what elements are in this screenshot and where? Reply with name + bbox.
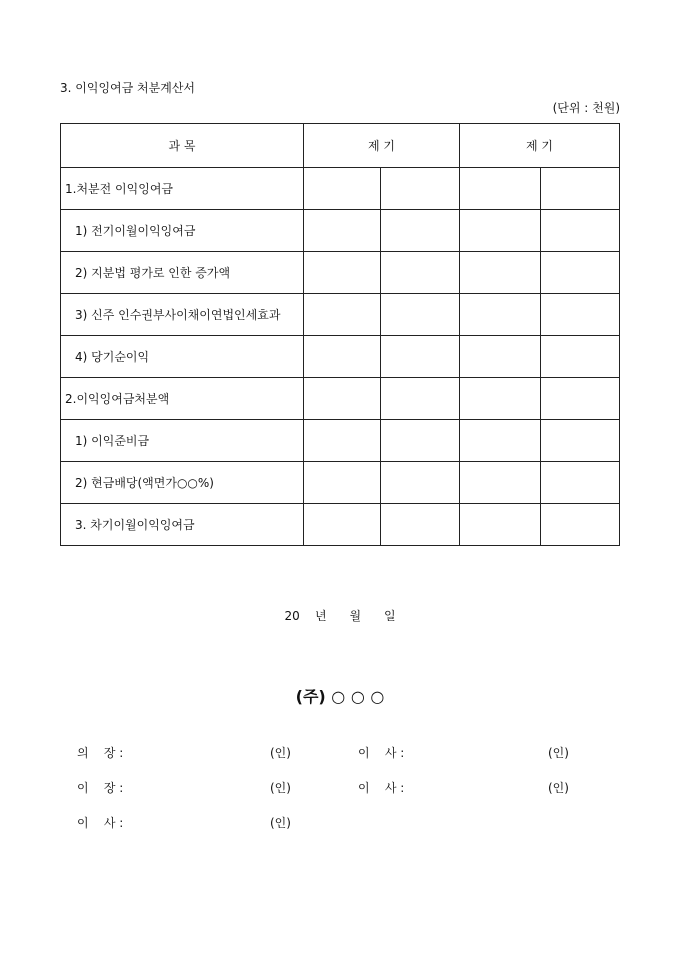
value-cell[interactable] <box>304 504 381 546</box>
retained-earnings-table <box>60 123 620 546</box>
value-cell[interactable] <box>541 420 620 462</box>
value-cell[interactable] <box>381 252 460 294</box>
value-cell[interactable] <box>304 168 381 210</box>
value-cell[interactable] <box>460 210 541 252</box>
row-label: 2) 현금배당(액면가○○%) <box>61 462 304 504</box>
table-row <box>61 294 620 336</box>
table-row <box>61 210 620 252</box>
value-cell[interactable] <box>381 168 460 210</box>
signature-seal: (인) <box>548 746 569 760</box>
header-account: 과 목 <box>61 124 304 168</box>
value-cell[interactable] <box>541 504 620 546</box>
row-label: 4) 당기순이익 <box>61 336 304 378</box>
signature-seal: (인) <box>270 816 291 830</box>
row-label: 1.처분전 이익잉여금 <box>61 168 304 210</box>
value-cell[interactable] <box>304 336 381 378</box>
date-line: 20 년 월 일 <box>284 609 396 623</box>
value-cell[interactable] <box>460 294 541 336</box>
value-cell[interactable] <box>304 210 381 252</box>
signature-seal: (인) <box>548 781 569 795</box>
value-cell[interactable] <box>460 378 541 420</box>
value-cell[interactable] <box>460 504 541 546</box>
value-cell[interactable] <box>381 378 460 420</box>
value-cell[interactable] <box>381 420 460 462</box>
row-label: 1) 전기이월이익잉여금 <box>61 210 304 252</box>
value-cell[interactable] <box>381 504 460 546</box>
value-cell[interactable] <box>541 294 620 336</box>
value-cell[interactable] <box>460 336 541 378</box>
table-header-row <box>61 124 620 168</box>
signature-role: 의 장 : <box>77 746 124 760</box>
value-cell[interactable] <box>460 168 541 210</box>
value-cell[interactable] <box>304 462 381 504</box>
header-period-prior: 제 기 <box>460 124 620 168</box>
value-cell[interactable] <box>460 252 541 294</box>
value-cell[interactable] <box>304 252 381 294</box>
company-name: (주) ○ ○ ○ <box>295 687 385 706</box>
value-cell[interactable] <box>460 462 541 504</box>
unit-label: (단위 : 천원) <box>552 101 620 115</box>
signature-seal: (인) <box>270 781 291 795</box>
signature-role: 이 사 : <box>358 746 405 760</box>
value-cell[interactable] <box>304 378 381 420</box>
value-cell[interactable] <box>381 336 460 378</box>
row-label: 2.이익잉여금처분액 <box>61 378 304 420</box>
value-cell[interactable] <box>381 210 460 252</box>
value-cell[interactable] <box>304 420 381 462</box>
value-cell[interactable] <box>541 210 620 252</box>
table-row <box>61 462 620 504</box>
row-label: 3) 신주 인수권부사이채이연법인세효과 <box>61 294 304 336</box>
table-row <box>61 252 620 294</box>
value-cell[interactable] <box>541 462 620 504</box>
value-cell[interactable] <box>460 420 541 462</box>
signature-role: 이 장 : <box>77 781 124 795</box>
row-label: 3. 차기이월이익잉여금 <box>61 504 304 546</box>
value-cell[interactable] <box>304 294 381 336</box>
table-row <box>61 168 620 210</box>
value-cell[interactable] <box>541 378 620 420</box>
row-label: 1) 이익준비금 <box>61 420 304 462</box>
value-cell[interactable] <box>381 462 460 504</box>
value-cell[interactable] <box>381 294 460 336</box>
table-row <box>61 336 620 378</box>
value-cell[interactable] <box>541 168 620 210</box>
signature-seal: (인) <box>270 746 291 760</box>
value-cell[interactable] <box>541 336 620 378</box>
table-row <box>61 420 620 462</box>
signature-role: 이 사 : <box>358 781 405 795</box>
row-label: 2) 지분법 평가로 인한 증가액 <box>61 252 304 294</box>
header-period-current: 제 기 <box>304 124 460 168</box>
value-cell[interactable] <box>541 252 620 294</box>
table-row <box>61 378 620 420</box>
section-title: 3. 이익잉여금 처분계산서 <box>60 81 195 95</box>
table-row <box>61 504 620 546</box>
signature-role: 이 사 : <box>77 816 124 830</box>
